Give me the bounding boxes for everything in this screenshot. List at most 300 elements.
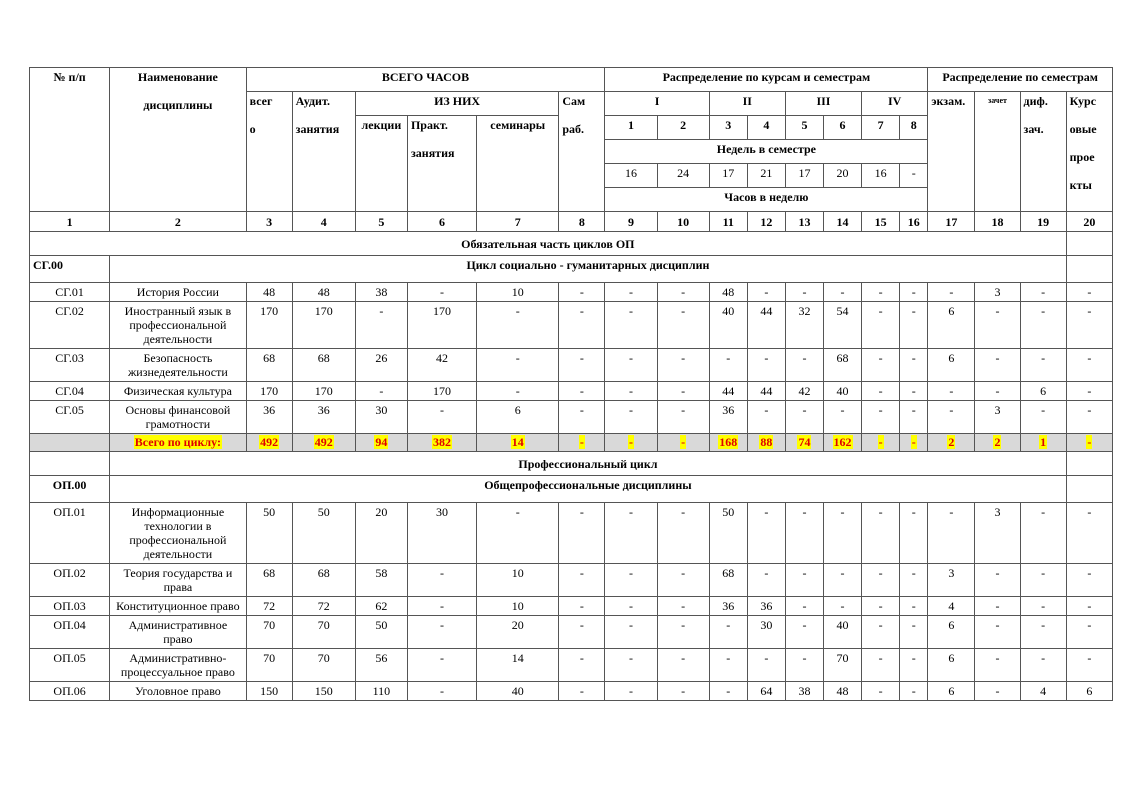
hours-cell: 50 [292,503,355,564]
hours-cell: 32 [785,302,823,349]
hours-cell: - [900,682,928,701]
hours-cell: 70 [292,649,355,682]
total-cell [900,434,928,452]
header-iz-nih: ИЗ НИХ [355,92,559,116]
hours-cell: - [785,401,823,434]
total-value: 14 [511,435,524,449]
total-value: 94 [375,435,388,449]
header-semester-1: 1 [605,116,657,140]
hours-cell: - [477,302,559,349]
discipline-name: Конституционное право [110,597,246,616]
hours-cell: 6 [928,349,975,382]
hours-cell: 58 [355,564,407,597]
discipline-code: СГ.04 [30,382,110,401]
discipline-name: Физическая культура [110,382,246,401]
hours-cell: - [975,649,1020,682]
column-number: 10 [657,212,709,232]
discipline-name: Административное право [110,616,246,649]
hours-cell: - [900,382,928,401]
hours-cell: 40 [477,682,559,701]
hours-cell: - [407,283,476,302]
header-kurs-1: Курс [1069,94,1097,108]
weeks-sem-1: 16 [605,164,657,188]
hours-cell: - [1066,283,1112,302]
total-cell [559,434,605,452]
hours-cell: - [1066,302,1112,349]
column-number: 2 [110,212,246,232]
hours-cell: - [605,401,657,434]
hours-cell: - [1020,649,1066,682]
hours-cell: 10 [477,564,559,597]
hours-cell: - [862,503,900,564]
header-kurs-2: овые [1069,122,1097,136]
column-number: 18 [975,212,1020,232]
header-name-line2: дисциплины [143,98,213,112]
hours-cell: 50 [355,616,407,649]
discipline-name: Уголовное право [110,682,246,701]
column-number: 5 [355,212,407,232]
hours-cell: - [900,564,928,597]
total-cell [862,434,900,452]
hours-cell: - [657,503,709,564]
hours-cell: - [862,597,900,616]
discipline-code: СГ.02 [30,302,110,349]
hours-cell: 3 [928,564,975,597]
column-number: 13 [785,212,823,232]
header-distribution-courses: Распределение по курсам и семестрам [605,68,928,92]
hours-cell: 10 [477,597,559,616]
hours-cell: - [900,616,928,649]
hours-cell: 3 [975,401,1020,434]
table-row [30,401,1113,434]
total-cell [709,434,747,452]
hours-cell: - [862,382,900,401]
hours-cell: - [975,302,1020,349]
hours-cell: - [605,283,657,302]
header-semester-7: 7 [862,116,900,140]
hours-cell: 170 [246,302,292,349]
column-number: 11 [709,212,747,232]
total-cell [355,434,407,452]
hours-cell: - [355,302,407,349]
header-audit [292,92,355,212]
hours-cell: - [747,401,785,434]
header-seminars: семинары [477,116,559,212]
header-vsego-2: о [249,122,256,136]
hours-cell: - [747,564,785,597]
hours-cell: 48 [709,283,747,302]
hours-cell: 30 [355,401,407,434]
discipline-code: ОП.02 [30,564,110,597]
hours-cell: 40 [823,382,861,401]
column-number: 20 [1066,212,1112,232]
hours-cell: - [1066,382,1112,401]
hours-cell: - [657,564,709,597]
hours-cell: 54 [823,302,861,349]
hours-cell: - [928,283,975,302]
column-number: 12 [747,212,785,232]
hours-cell: 62 [355,597,407,616]
hours-cell: - [1066,401,1112,434]
hours-cell: - [605,682,657,701]
hours-cell: - [605,349,657,382]
empty-cell [1066,232,1112,256]
hours-cell: - [709,616,747,649]
hours-cell: 6 [1020,382,1066,401]
hours-cell: - [1066,649,1112,682]
hours-cell: - [785,349,823,382]
hours-cell: 68 [246,564,292,597]
total-value: - [911,435,916,449]
hours-cell: 10 [477,283,559,302]
header-prakt-1: Практ. [410,118,448,132]
discipline-name: Теория государства и права [110,564,246,597]
header-semester-2: 2 [657,116,709,140]
table-row [30,564,1113,597]
hours-cell: - [559,597,605,616]
hours-cell: - [900,349,928,382]
hours-cell: - [605,597,657,616]
hours-cell: - [407,401,476,434]
hours-cell: - [785,649,823,682]
column-number: 15 [862,212,900,232]
hours-cell: - [862,283,900,302]
total-value: 492 [260,435,279,449]
hours-cell: 48 [823,682,861,701]
total-value: - [1087,435,1092,449]
header-course-3: III [785,92,861,116]
hours-cell: - [657,616,709,649]
column-number: 4 [292,212,355,232]
hours-cell: - [605,616,657,649]
hours-cell: - [1020,401,1066,434]
hours-cell: 30 [747,616,785,649]
column-number: 1 [30,212,110,232]
hours-cell: - [862,302,900,349]
header-semester-5: 5 [785,116,823,140]
total-cell [605,434,657,452]
header-vsego [246,92,292,212]
hours-cell: 14 [477,649,559,682]
total-value: - [579,435,584,449]
hours-cell: - [559,503,605,564]
hours-cell: - [823,503,861,564]
weeks-sem-7: 16 [862,164,900,188]
header-prakt-2: занятия [410,146,455,160]
header-course-4: IV [862,92,928,116]
hours-cell: 36 [709,401,747,434]
header-semester-4: 4 [747,116,785,140]
section-mandatory: Обязательная часть циклов ОП [30,232,1067,256]
header-name-line1: Наименование [137,70,218,84]
hours-cell: 6 [928,302,975,349]
total-cell [477,434,559,452]
hours-cell: - [559,682,605,701]
hours-cell: 70 [246,616,292,649]
header-dif-2: зач. [1023,122,1044,136]
header-weeks-label: Недель в семестре [605,140,928,164]
hours-cell: - [605,382,657,401]
discipline-name: Безопасность жизнедеятельности [110,349,246,382]
total-value: - [629,435,634,449]
total-value: 492 [314,435,333,449]
discipline-code: СГ.03 [30,349,110,382]
column-number: 14 [823,212,861,232]
hours-cell: - [785,616,823,649]
hours-cell: - [1066,564,1112,597]
hours-cell: - [1066,349,1112,382]
hours-cell: - [862,401,900,434]
hours-cell: 6 [477,401,559,434]
table-row [30,349,1113,382]
header-dif-1: диф. [1023,94,1048,108]
hours-cell: - [747,503,785,564]
table-row [30,302,1113,349]
hours-cell: 48 [292,283,355,302]
total-row-sg [30,434,1113,452]
curriculum-table [29,67,1113,701]
hours-cell: - [823,597,861,616]
discipline-name: Иностранный язык в профессиональной деятельности [110,302,246,349]
hours-cell: - [900,302,928,349]
hours-cell: 70 [292,616,355,649]
total-value: 88 [760,435,773,449]
hours-cell: - [747,649,785,682]
column-number: 6 [407,212,476,232]
discipline-code: ОП.06 [30,682,110,701]
header-audit-1: Аудит. [295,94,330,108]
hours-cell: - [657,283,709,302]
cycle-title-sg: Цикл социально - гуманитарных дисциплин [110,256,1066,283]
weeks-sem-6: 20 [823,164,861,188]
table-row [30,382,1113,401]
hours-cell: 40 [823,616,861,649]
hours-cell: - [900,401,928,434]
sg-rows [30,283,1113,434]
weeks-sem-2: 24 [657,164,709,188]
total-cell [747,434,785,452]
hours-cell: - [407,616,476,649]
hours-cell: 36 [292,401,355,434]
total-cell [823,434,861,452]
hours-cell: - [900,283,928,302]
hours-cell: - [862,616,900,649]
total-cell [292,434,355,452]
hours-cell: 64 [747,682,785,701]
hours-cell: 70 [823,649,861,682]
header-kurs-4: кты [1069,178,1092,192]
header-audit-2: занятия [295,122,340,136]
hours-cell: - [1020,616,1066,649]
hours-cell: 20 [477,616,559,649]
total-empty-cell [30,434,110,452]
hours-cell: - [928,382,975,401]
hours-cell: 68 [292,349,355,382]
total-cell [657,434,709,452]
hours-cell: 170 [292,302,355,349]
header-kursovye [1066,92,1112,212]
discipline-code: ОП.03 [30,597,110,616]
header-kurs-3: прое [1069,150,1095,164]
hours-cell: - [559,302,605,349]
discipline-name: Информационные технологии в профессиональной деятельности [110,503,246,564]
weeks-sem-8: - [900,164,928,188]
table-row [30,682,1113,701]
hours-cell: - [709,349,747,382]
total-cell [785,434,823,452]
hours-cell: 6 [1066,682,1112,701]
hours-cell: 68 [246,349,292,382]
hours-cell: - [785,503,823,564]
hours-cell: - [477,503,559,564]
hours-cell: - [1066,503,1112,564]
hours-cell: - [477,349,559,382]
hours-cell: - [657,682,709,701]
hours-cell: - [559,349,605,382]
hours-cell: 170 [407,382,476,401]
total-cell [246,434,292,452]
hours-cell: - [900,597,928,616]
table-row [30,503,1113,564]
hours-cell: - [559,564,605,597]
total-value: 2 [948,435,955,449]
hours-cell: 6 [928,682,975,701]
section-professional: Профессиональный цикл [110,452,1066,476]
column-number: 9 [605,212,657,232]
hours-cell: 68 [292,564,355,597]
header-vsego-1: всег [249,94,273,108]
hours-cell: - [747,283,785,302]
discipline-code: ОП.05 [30,649,110,682]
hours-cell: - [407,564,476,597]
cycle-code-op: ОП.00 [30,476,110,503]
table-row [30,649,1113,682]
hours-cell: - [785,597,823,616]
total-value: - [878,435,883,449]
empty-cell [1066,256,1112,283]
hours-cell: - [862,649,900,682]
header-semester-3: 3 [709,116,747,140]
header-discipline-name [110,68,246,212]
header-hours-per-week: Часов в неделю [605,188,928,212]
hours-cell: 36 [709,597,747,616]
hours-cell: - [709,649,747,682]
header-distribution-semesters: Распределение по семестрам [928,68,1113,92]
hours-cell: 50 [246,503,292,564]
hours-cell: - [657,597,709,616]
total-label [110,434,246,452]
header-semester-8: 8 [900,116,928,140]
header-course-2: II [709,92,785,116]
hours-cell: 36 [246,401,292,434]
hours-cell: - [559,382,605,401]
table-row [30,616,1113,649]
empty-cell [1066,476,1112,503]
hours-cell: 70 [246,649,292,682]
discipline-name: История России [110,283,246,302]
header-sam-2: раб. [562,122,585,136]
cycle-code-sg: СГ.00 [30,256,110,283]
hours-cell: 170 [407,302,476,349]
hours-cell: 44 [747,302,785,349]
table-row [30,597,1113,616]
hours-cell: 110 [355,682,407,701]
hours-cell: - [407,682,476,701]
discipline-code: ОП.04 [30,616,110,649]
hours-cell: - [900,503,928,564]
total-cell [1020,434,1066,452]
hours-cell: - [709,682,747,701]
hours-cell: - [1020,349,1066,382]
hours-cell: - [785,283,823,302]
hours-cell: 68 [709,564,747,597]
total-value: 382 [433,435,452,449]
column-number: 8 [559,212,605,232]
hours-cell: 6 [928,616,975,649]
hours-cell: 68 [823,349,861,382]
op-rows [30,503,1113,701]
hours-cell: 44 [747,382,785,401]
hours-cell: 50 [709,503,747,564]
header-total-hours: ВСЕГО ЧАСОВ [246,68,605,92]
hours-cell: 150 [292,682,355,701]
total-value: 74 [798,435,811,449]
header-lectures: лекции [355,116,407,212]
hours-cell: - [559,616,605,649]
weeks-sem-4: 21 [747,164,785,188]
hours-cell: - [1066,597,1112,616]
hours-cell: 170 [292,382,355,401]
hours-cell: - [747,349,785,382]
hours-cell: - [657,649,709,682]
discipline-code: СГ.05 [30,401,110,434]
hours-cell: - [975,682,1020,701]
column-number: 19 [1020,212,1066,232]
total-label-text: Всего по циклу: [134,435,221,449]
hours-cell: - [862,349,900,382]
hours-cell: - [823,401,861,434]
total-value: 168 [719,435,738,449]
total-value: - [681,435,686,449]
hours-cell: - [975,382,1020,401]
hours-cell: - [1020,597,1066,616]
hours-cell: 44 [709,382,747,401]
hours-cell: - [657,302,709,349]
hours-cell: - [355,382,407,401]
header-semester-6: 6 [823,116,861,140]
column-number: 16 [900,212,928,232]
table-row [30,283,1113,302]
hours-cell: 40 [709,302,747,349]
hours-cell: - [862,564,900,597]
discipline-code: ОП.01 [30,503,110,564]
weeks-sem-5: 17 [785,164,823,188]
hours-cell: - [1020,564,1066,597]
hours-cell: 48 [246,283,292,302]
hours-cell: - [605,503,657,564]
discipline-name: Административно-процессуальное право [110,649,246,682]
hours-cell: 72 [292,597,355,616]
hours-cell: 4 [1020,682,1066,701]
hours-cell: - [785,564,823,597]
hours-cell: 6 [928,649,975,682]
total-cell [1066,434,1112,452]
empty-cell [30,452,110,476]
header-num: № п/п [30,68,110,212]
hours-cell: - [928,503,975,564]
hours-cell: - [1066,616,1112,649]
hours-cell: - [1020,302,1066,349]
